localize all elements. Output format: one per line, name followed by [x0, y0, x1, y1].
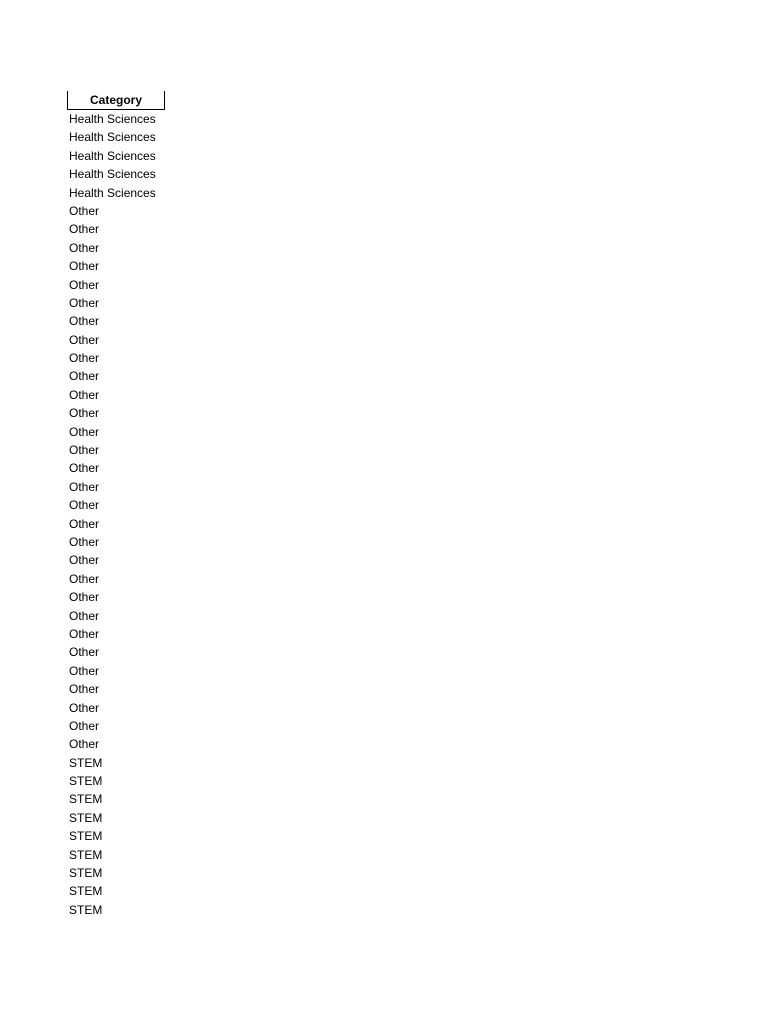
category-cell[interactable]: Other: [69, 571, 100, 586]
category-cell[interactable]: Health Sciences: [69, 185, 156, 200]
category-cell[interactable]: STEM: [69, 829, 103, 844]
category-cell[interactable]: Other: [69, 461, 100, 476]
category-cell[interactable]: Other: [69, 277, 100, 292]
category-cell[interactable]: Other: [69, 203, 100, 218]
spreadsheet-column: [67, 91, 307, 919]
category-cell[interactable]: Other: [69, 516, 100, 531]
category-cell[interactable]: STEM: [69, 884, 103, 899]
category-cell[interactable]: Other: [69, 534, 100, 549]
category-cell[interactable]: Other: [69, 240, 100, 255]
category-cell[interactable]: Other: [69, 351, 100, 366]
category-cell[interactable]: Other: [69, 387, 100, 402]
category-cell[interactable]: Other: [69, 259, 100, 274]
column-header-category[interactable]: Category: [67, 91, 165, 110]
category-cell[interactable]: Health Sciences: [69, 167, 156, 182]
category-cell[interactable]: Other: [69, 314, 100, 329]
category-list: [67, 110, 307, 919]
category-cell[interactable]: Other: [69, 479, 100, 494]
category-cell[interactable]: Other: [69, 424, 100, 439]
category-cell[interactable]: Other: [69, 498, 100, 513]
category-cell[interactable]: STEM: [69, 866, 103, 881]
category-cell[interactable]: Other: [69, 406, 100, 421]
category-cell[interactable]: Other: [69, 663, 100, 678]
category-cell[interactable]: STEM: [69, 774, 103, 789]
category-cell[interactable]: Other: [69, 553, 100, 568]
category-cell[interactable]: Other: [69, 700, 100, 715]
category-cell[interactable]: STEM: [69, 792, 103, 807]
category-cell[interactable]: Other: [69, 332, 100, 347]
category-cell[interactable]: Other: [69, 295, 100, 310]
category-cell[interactable]: Health Sciences: [69, 130, 156, 145]
category-cell[interactable]: STEM: [69, 902, 103, 917]
category-cell[interactable]: Other: [69, 590, 100, 605]
category-cell[interactable]: Other: [69, 682, 100, 697]
category-cell[interactable]: Other: [69, 443, 100, 458]
category-cell[interactable]: Health Sciences: [69, 148, 156, 163]
category-cell[interactable]: STEM: [69, 755, 103, 770]
category-cell[interactable]: Other: [69, 737, 100, 752]
category-cell[interactable]: Other: [69, 718, 100, 733]
category-cell[interactable]: Other: [69, 369, 100, 384]
category-cell[interactable]: Health Sciences: [69, 112, 156, 126]
category-cell[interactable]: Other: [69, 626, 100, 641]
category-cell[interactable]: STEM: [69, 810, 103, 825]
category-cell[interactable]: Other: [69, 608, 100, 623]
category-cell[interactable]: Other: [69, 645, 100, 660]
category-cell[interactable]: STEM: [69, 847, 103, 862]
category-cell[interactable]: Other: [69, 222, 100, 237]
